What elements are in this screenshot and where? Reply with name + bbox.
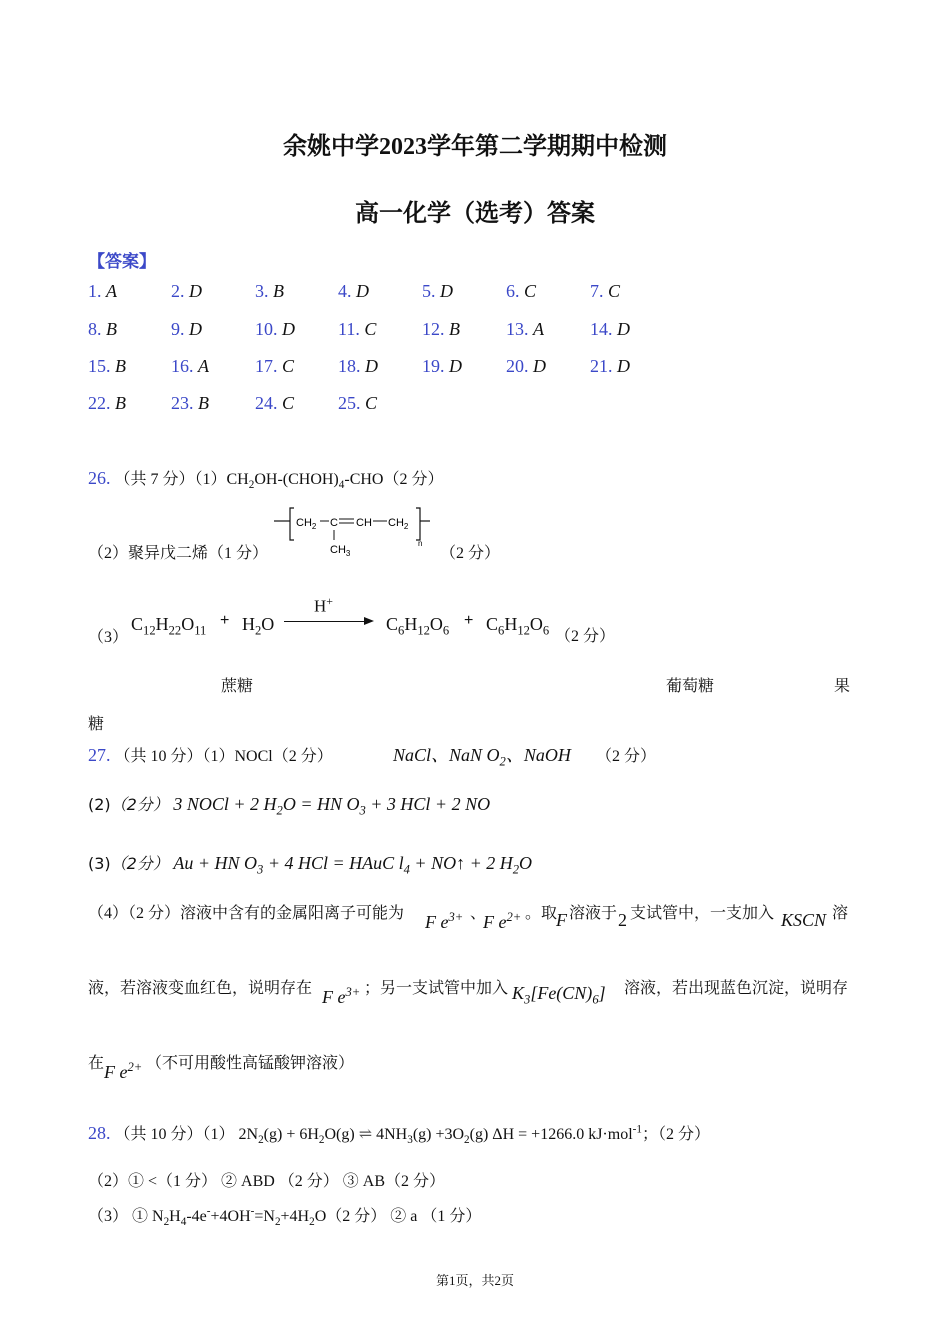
q28-line1-f: (g) ΔH = +1266.0 kJ·mol	[469, 1126, 633, 1143]
answer-item	[88, 356, 126, 377]
answer-number: 18.	[338, 356, 361, 376]
sub: 2	[318, 1134, 325, 1147]
answer-value: C	[282, 356, 295, 376]
q26-part3-score: （2 分）	[555, 628, 616, 645]
q28-line3-a: （3） ① N	[88, 1208, 164, 1225]
answer-value: B	[106, 319, 117, 339]
answer-item	[88, 281, 117, 302]
sub: 2	[309, 1216, 315, 1229]
page-title: 余姚中学2023学年第二学期期中检测	[283, 134, 667, 160]
answer-number: 25.	[338, 393, 361, 413]
answer-item	[88, 393, 126, 414]
answer-number: 8.	[88, 319, 102, 339]
answer-number: 22.	[88, 393, 111, 413]
answer-number: 19.	[422, 356, 445, 376]
answer-number: 3.	[255, 281, 269, 301]
answer-item	[171, 356, 209, 377]
answer-item	[590, 281, 620, 302]
answer-value: D	[356, 281, 369, 301]
poly-ch2-a: $CH_2$	[296, 517, 317, 531]
q28-line3-c: -4e	[186, 1208, 207, 1225]
answer-value: D	[365, 356, 378, 376]
answer-value: B	[449, 319, 460, 339]
poly-n: n	[418, 539, 423, 548]
var-F: F	[556, 910, 567, 930]
answer-item	[506, 319, 544, 340]
answer-item	[171, 393, 209, 414]
q27-part4-c: 支试管中，一支加入	[630, 905, 775, 922]
q28-line1-a: （共 10 分）（1） 2N	[114, 1126, 259, 1143]
answer-value: B	[115, 393, 126, 413]
answer-number: 11.	[338, 319, 360, 339]
answer-number: 7.	[590, 281, 604, 301]
sub: 2	[258, 1134, 264, 1147]
sub: 4	[338, 479, 345, 492]
k3-fe-cn6: $K_3[Fe(CN)_6]$	[512, 983, 606, 1007]
name-fructose-b: 糖	[88, 716, 105, 733]
answer-item	[590, 356, 630, 377]
answer-number: 13.	[506, 319, 529, 339]
q27-part2: (2)（2分） 3 NOCl + 2 $H_2O$ = HN $O_3 + 3$ HCl + 2 NO	[88, 794, 491, 818]
answer-item	[506, 356, 546, 377]
sub: 2	[248, 479, 255, 492]
q27-part4-line3-a: 在	[88, 1055, 105, 1072]
answer-item	[590, 319, 630, 340]
answer-value: A	[533, 319, 544, 339]
ion-fe2: F $e^{2+}$	[104, 1060, 143, 1082]
sep: 、	[470, 905, 487, 922]
answer-value: D	[189, 281, 202, 301]
sub: 3	[407, 1134, 413, 1147]
answer-number: 5.	[422, 281, 436, 301]
water-formula: $H_2O$	[242, 614, 275, 638]
answer-value: B	[273, 281, 284, 301]
answer-item	[506, 281, 536, 302]
answer-value: D	[189, 319, 202, 339]
name-fructose-a: 果	[834, 678, 851, 695]
q26-number: 26.	[88, 468, 111, 488]
answer-item	[255, 281, 284, 302]
answer-value: C	[524, 281, 537, 301]
page-footer: 第1页，共2页	[435, 1273, 514, 1288]
glucose-formula: $C_6H_{12}O_6$	[386, 614, 450, 638]
answer-value: D	[282, 319, 295, 339]
poly-ch3: $CH_3$	[330, 544, 351, 558]
answer-item	[171, 281, 202, 302]
q28-line2: （2）① <（1 分） ② ABD （2 分） ③ AB（2 分）	[88, 1173, 446, 1190]
q28-line3-e: =N	[254, 1208, 275, 1225]
answer-number: 16.	[171, 356, 194, 376]
answer-item	[255, 393, 294, 414]
sub: 4	[180, 1216, 187, 1229]
answer-value: B	[198, 393, 209, 413]
answer-number: 4.	[338, 281, 352, 301]
kscn: KSCN	[781, 910, 827, 930]
name-sucrose: 蔗糖	[221, 678, 254, 695]
q27-part4-line2-b: ；另一支试管中加入	[364, 980, 509, 997]
answer-number: 2.	[171, 281, 185, 301]
answer-item	[338, 356, 378, 377]
answer-number: 21.	[590, 356, 613, 376]
sub: 2	[274, 1216, 281, 1229]
ion-fe3: F $e^{3+}$	[322, 985, 361, 1007]
answer-item	[338, 281, 369, 302]
q28-line1	[88, 1121, 710, 1146]
q26-line1-c: -CHO（2 分）	[344, 471, 444, 488]
q26-part2-score: （2 分）	[440, 545, 501, 562]
q28-line3	[88, 1203, 481, 1228]
answer-value: D	[617, 356, 630, 376]
polymer-structure	[270, 502, 440, 562]
q27-part4-a: （4）（2 分）溶液中含有的金属阳离子可能为	[88, 905, 405, 922]
answer-number: 12.	[422, 319, 445, 339]
q28-line3-f: +4H	[280, 1208, 310, 1225]
answer-number: 24.	[255, 393, 278, 413]
answer-item	[422, 356, 462, 377]
sub: 2	[163, 1216, 170, 1229]
answer-number: 20.	[506, 356, 529, 376]
reaction-arrow-line	[284, 621, 364, 622]
q28-line1-c: O(g)	[324, 1126, 355, 1143]
sup: -	[206, 1205, 211, 1218]
plus-sign: +	[464, 612, 474, 629]
q28-line1-d: 4NH	[376, 1126, 408, 1143]
answer-number: 1.	[88, 281, 102, 301]
answer-item	[338, 393, 377, 414]
answer-item	[88, 319, 117, 340]
ion-fe2: F $e^{2+}$	[483, 910, 522, 932]
plus-sign: +	[220, 612, 230, 629]
q28-line3-g: O（2 分） ② a （1 分）	[314, 1208, 482, 1225]
q27-line1-text: （共 10 分）（1）NOCl（2 分）	[114, 748, 333, 765]
poly-ch: CH	[356, 517, 372, 529]
answer-value: C	[608, 281, 621, 301]
answer-number: 10.	[255, 319, 278, 339]
q28-number: 28.	[88, 1123, 111, 1143]
q27-line1	[88, 743, 333, 766]
equilibrium-arrow: ⇌	[358, 1126, 373, 1143]
answer-value: A	[198, 356, 209, 376]
catalyst-label: H+	[314, 594, 333, 616]
num-2: 2	[618, 910, 627, 930]
answer-value: C	[282, 393, 295, 413]
q28-line1-e: (g) +3O	[412, 1126, 465, 1143]
poly-ch2-b: $CH_2$	[388, 517, 409, 531]
q28-line3-b: H	[169, 1208, 181, 1225]
poly-c: C	[330, 517, 338, 529]
name-glucose: 葡萄糖	[666, 678, 715, 695]
q26-part2-text: （2）聚异戊二烯（1 分）	[88, 545, 269, 562]
sup: -1	[632, 1123, 642, 1136]
answer-item	[255, 319, 295, 340]
q27-products: NaCl、NaN $O_2$、NaOH	[393, 745, 571, 769]
q27-number: 27.	[88, 745, 111, 765]
answer-number: 6.	[506, 281, 520, 301]
answer-value: D	[440, 281, 453, 301]
answers-label: 【答案】	[88, 252, 156, 271]
answer-value: B	[115, 356, 126, 376]
answer-number: 15.	[88, 356, 111, 376]
q28-line3-d: +4OH	[210, 1208, 251, 1225]
answer-value: A	[106, 281, 117, 301]
answer-item	[255, 356, 294, 377]
answer-item	[422, 281, 453, 302]
q27-part4-line3-b: （不可用酸性高锰酸钾溶液）	[146, 1055, 355, 1072]
answer-number: 9.	[171, 319, 185, 339]
answer-value: D	[533, 356, 546, 376]
q27-part4-line2-a: 液，若溶液变血红色，说明存在	[88, 980, 313, 997]
answer-value: D	[449, 356, 462, 376]
q26-line1-a: （共 7 分）（1）CH	[114, 471, 249, 488]
q27-line1-score: （2 分）	[596, 748, 657, 765]
q27-part3: (3)（2分） Au + HN $O_3 + 4$ HCl = HAuC $l_4$ + NO↑ + 2 $H_2O$	[88, 853, 533, 877]
fructose-formula: $C_6H_{12}O_6$	[486, 614, 550, 638]
sub: 2	[464, 1134, 470, 1147]
q27-part4-dot: 。取	[525, 905, 558, 922]
answer-value: C	[364, 319, 377, 339]
answer-number: 23.	[171, 393, 194, 413]
answer-item	[171, 319, 202, 340]
q27-part4-line2-c: 溶液，若出现蓝色沉淀，说明存	[624, 980, 849, 997]
q26-line1-b: OH-(CHOH)	[254, 471, 339, 488]
answer-item	[338, 319, 376, 340]
page-subtitle: 高一化学（选考）答案	[355, 201, 595, 227]
ion-fe3: F $e^{3+}$	[425, 910, 464, 932]
answer-number: 14.	[590, 319, 613, 339]
q28-line1-b: (g) + 6H	[263, 1126, 319, 1143]
answer-value: D	[617, 319, 630, 339]
q28-line1-g: ；（2 分）	[641, 1126, 710, 1143]
answer-item	[422, 319, 460, 340]
answer-number: 17.	[255, 356, 278, 376]
q26-line1	[88, 466, 443, 491]
answer-value: C	[365, 393, 378, 413]
q27-part4-b: 溶液于	[569, 905, 618, 922]
sup: -	[250, 1205, 255, 1218]
q26-part3-label: （3）	[88, 629, 129, 646]
reaction-arrow-head	[364, 617, 374, 625]
sucrose-formula: $C_{12}H_{22}O_{11}$	[131, 614, 207, 638]
q27-part4-d: 溶	[832, 905, 849, 922]
